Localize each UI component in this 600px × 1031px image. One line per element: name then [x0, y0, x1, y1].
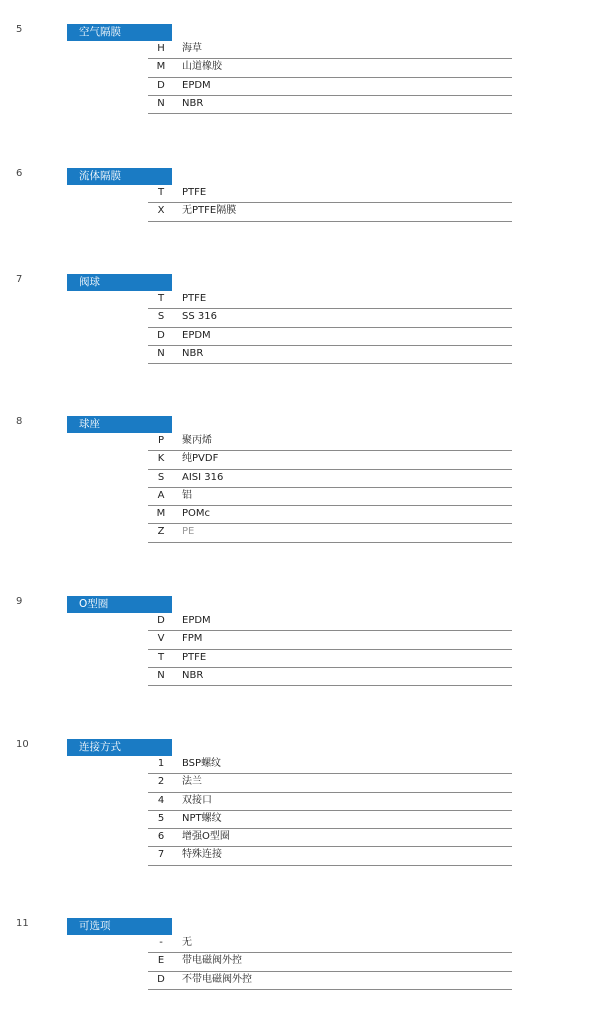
option-row: [148, 59, 512, 77]
option-code: 6: [157, 831, 165, 843]
option-label: NBR: [182, 669, 204, 681]
option-list: [148, 41, 512, 114]
option-label: 法兰: [182, 776, 202, 788]
option-label: 聚丙烯: [182, 435, 212, 446]
option-code: D: [157, 79, 165, 91]
option-list: [148, 185, 512, 222]
option-row: [148, 96, 512, 114]
section-title: 阀球: [67, 274, 172, 291]
option-label: PTFE: [182, 651, 207, 663]
section-title: 连接方式: [67, 739, 172, 756]
option-label: 无PTFE隔膜: [182, 205, 237, 217]
option-code: D: [157, 329, 165, 341]
option-label: EPDM: [182, 329, 211, 341]
option-code: S: [157, 311, 165, 323]
option-code: T: [157, 293, 165, 304]
section-title: 流体隔膜: [67, 168, 172, 185]
option-code: 7: [157, 849, 165, 861]
option-row: [148, 668, 512, 686]
option-code: K: [157, 453, 165, 465]
option-list: [148, 291, 512, 364]
option-row: [148, 793, 512, 811]
option-label: NBR: [182, 97, 204, 109]
option-label: 双接口: [182, 794, 212, 806]
option-list: [148, 756, 512, 866]
option-label: EPDM: [182, 615, 211, 626]
option-row: [148, 756, 512, 774]
option-code: N: [157, 669, 165, 681]
option-row: [148, 41, 512, 59]
option-row: [148, 309, 512, 327]
option-label: PE: [182, 526, 195, 538]
option-row: [148, 328, 512, 346]
option-list: [148, 433, 512, 543]
section-number: 8: [16, 416, 23, 427]
option-code: T: [157, 651, 165, 663]
option-row: [148, 470, 512, 488]
option-list: [148, 613, 512, 686]
option-code: M: [156, 61, 166, 73]
option-code: 2: [157, 776, 165, 788]
option-row: [148, 847, 512, 865]
option-row: [148, 829, 512, 847]
option-row: [148, 774, 512, 792]
option-row: [148, 185, 512, 203]
option-code: Z: [157, 526, 165, 538]
section-number: 11: [16, 918, 29, 929]
option-code: H: [157, 43, 165, 54]
option-code: N: [157, 97, 165, 109]
section-number: 7: [16, 274, 23, 285]
section-number: 6: [16, 168, 23, 179]
option-code: P: [157, 435, 165, 446]
option-code: S: [157, 471, 165, 483]
option-code: N: [157, 347, 165, 359]
option-label: 无: [182, 937, 192, 948]
section-title: O型圈: [67, 596, 172, 613]
option-label: POMc: [182, 508, 211, 520]
option-label: 增强O型圈: [182, 831, 230, 843]
option-row: [148, 650, 512, 668]
section-number: 9: [16, 596, 23, 607]
option-code: V: [157, 633, 165, 645]
option-label: FPM: [182, 633, 203, 645]
section-number: 5: [16, 24, 23, 35]
option-label: PTFE: [182, 187, 207, 198]
option-row: [148, 291, 512, 309]
section-title: 球座: [67, 416, 172, 433]
option-row: [148, 631, 512, 649]
option-label: NBR: [182, 347, 204, 359]
option-label: BSP螺纹: [182, 758, 222, 769]
option-label: 特殊连接: [182, 849, 222, 861]
option-label: 山道橡胶: [182, 61, 222, 73]
option-code: D: [157, 973, 165, 985]
option-label: EPDM: [182, 79, 211, 91]
option-code: E: [157, 955, 165, 967]
section-title: 空气隔膜: [67, 24, 172, 41]
option-label: 海草: [182, 43, 202, 54]
option-label: PTFE: [182, 293, 207, 304]
option-code: T: [157, 187, 165, 198]
option-code: 5: [157, 812, 165, 824]
option-row: [148, 488, 512, 506]
option-code: 1: [157, 758, 165, 769]
option-code: A: [157, 489, 165, 501]
option-row: [148, 433, 512, 451]
option-list: [148, 935, 512, 990]
option-row: [148, 346, 512, 364]
option-label: 带电磁阀外控: [182, 955, 242, 967]
option-row: [148, 972, 512, 990]
option-row: [148, 451, 512, 469]
option-row: [148, 78, 512, 96]
option-code: X: [157, 205, 165, 217]
option-row: [148, 613, 512, 631]
option-row: [148, 953, 512, 971]
section-title: 可选项: [67, 918, 172, 935]
option-row: [148, 524, 512, 542]
option-label: AISI 316: [182, 471, 224, 483]
option-row: [148, 203, 512, 221]
section-number: 10: [16, 739, 29, 750]
option-code: -: [159, 937, 163, 948]
option-label: 不带电磁阀外控: [182, 973, 252, 985]
option-label: 纯PVDF: [182, 453, 219, 465]
option-label: SS 316: [182, 311, 217, 323]
option-code: M: [156, 508, 166, 520]
option-label: NPT螺纹: [182, 812, 222, 824]
option-row: [148, 935, 512, 953]
option-code: D: [157, 615, 165, 626]
option-code: 4: [157, 794, 165, 806]
option-label: 铝: [182, 489, 192, 501]
option-row: [148, 506, 512, 524]
option-row: [148, 811, 512, 829]
